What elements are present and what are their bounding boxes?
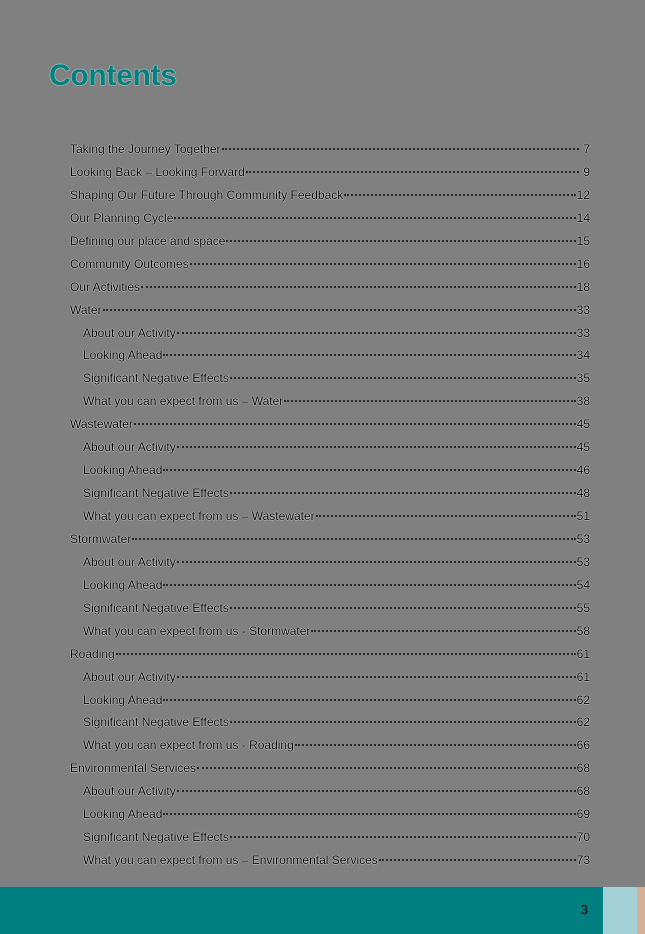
- toc-entry-label: What you can expect from us - Stormwater: [83, 623, 311, 638]
- toc-entry-page: 55: [576, 600, 590, 615]
- page-number: 3: [580, 902, 588, 917]
- toc-entry-page: 54: [576, 577, 590, 592]
- toc-entry-stormwater-negative-effects[interactable]: [70, 597, 590, 620]
- dot-leader: [177, 675, 576, 678]
- dot-leader: [177, 331, 576, 334]
- toc-entry-label: Looking Ahead: [83, 692, 163, 707]
- page-title: Contents: [49, 59, 177, 92]
- toc-entry-wastewater[interactable]: [70, 413, 590, 436]
- toc-entry-roading[interactable]: [70, 643, 590, 666]
- toc-entry-wastewater-about[interactable]: [70, 436, 590, 459]
- dot-leader: [230, 376, 576, 379]
- toc-entry-label: Water: [70, 302, 102, 317]
- toc-entry-label: Taking the Journey Together: [70, 142, 221, 156]
- toc-entry-environmental-expect[interactable]: [70, 849, 590, 872]
- toc-entry-label: Looking Ahead: [83, 577, 163, 592]
- toc-entry-water-looking-ahead[interactable]: [70, 344, 590, 367]
- toc-entry-wastewater-expect[interactable]: [70, 505, 590, 528]
- toc-entry-label: What you can expect from us – Water: [83, 394, 284, 409]
- toc-entry-page: 45: [576, 417, 590, 432]
- toc-entry-label: What you can expect from us – Wastewater: [83, 509, 315, 523]
- dot-leader: [116, 652, 576, 655]
- toc-entry-page: 45: [576, 440, 590, 455]
- dot-leader: [230, 491, 576, 494]
- toc-entry-stormwater-looking-ahead[interactable]: [70, 574, 590, 597]
- dot-leader: [103, 308, 576, 311]
- toc-entry-defining-our-place[interactable]: [70, 230, 590, 253]
- toc-entry-label: About our Activity: [83, 669, 176, 684]
- footer-stripe-tan: [637, 887, 645, 934]
- dot-leader: [230, 835, 576, 838]
- dot-leader: [295, 743, 576, 746]
- toc-entry-page: 35: [576, 371, 590, 386]
- dot-leader: [311, 629, 575, 632]
- toc-entry-label: Significant Negative Effects: [83, 486, 229, 501]
- toc-entry-page: 61: [576, 669, 590, 684]
- dot-leader: [134, 422, 576, 425]
- toc-entry-label: Looking Ahead: [83, 463, 163, 478]
- toc-entry-label: Roading: [70, 646, 115, 661]
- dot-leader: [190, 262, 576, 265]
- toc-entry-label: Shaping Our Future Through Community Feedback: [70, 187, 344, 202]
- dot-leader: [163, 468, 575, 471]
- dot-leader: [344, 193, 575, 196]
- toc-entry-environmental-about[interactable]: [70, 780, 590, 803]
- toc-entry-page: 69: [576, 807, 590, 822]
- toc-entry-community-outcomes[interactable]: [70, 253, 590, 276]
- toc-entry-our-activities[interactable]: [70, 276, 590, 299]
- toc-entry-page: 33: [576, 302, 590, 317]
- toc-entry-water[interactable]: [70, 299, 590, 322]
- toc-entry-our-planning-cycle[interactable]: [70, 207, 590, 230]
- dot-leader: [163, 812, 575, 815]
- toc-entry-taking-the-journey-together[interactable]: [70, 138, 590, 161]
- toc-entry-label: Community Outcomes: [70, 256, 189, 271]
- footer-stripe-light: [603, 887, 637, 934]
- dot-leader: [379, 858, 576, 861]
- toc-entry-label: About our Activity: [83, 784, 176, 799]
- toc-entry-label: Significant Negative Effects: [83, 600, 229, 615]
- dot-leader: [163, 583, 575, 586]
- toc-entry-page: 34: [576, 348, 590, 363]
- toc-entry-page: 46: [576, 463, 590, 478]
- dot-leader: [222, 147, 579, 150]
- toc-entry-roading-about[interactable]: [70, 666, 590, 689]
- toc-entry-roading-looking-ahead[interactable]: [70, 689, 590, 712]
- toc-entry-water-about[interactable]: [70, 322, 590, 345]
- toc-entry-page: 51: [576, 509, 590, 523]
- dot-leader: [316, 514, 576, 517]
- toc-entry-page: 48: [576, 486, 590, 501]
- toc-entry-label: Stormwater: [70, 531, 132, 546]
- toc-entry-wastewater-looking-ahead[interactable]: [70, 459, 590, 482]
- table-of-contents: [70, 138, 590, 872]
- toc-entry-label: About our Activity: [83, 554, 176, 569]
- toc-entry-stormwater-about[interactable]: [70, 551, 590, 574]
- toc-entry-label: Looking Ahead: [83, 807, 163, 822]
- toc-entry-page: 58: [576, 623, 590, 638]
- dot-leader: [163, 698, 575, 701]
- dot-leader: [284, 399, 575, 402]
- dot-leader: [177, 789, 576, 792]
- toc-entry-shaping-our-future[interactable]: [70, 184, 590, 207]
- page-footer: [0, 887, 645, 934]
- toc-entry-page: 53: [576, 554, 590, 569]
- footer-band: [0, 887, 603, 934]
- toc-entry-label: Significant Negative Effects: [83, 371, 229, 386]
- toc-entry-environmental-looking-ahead[interactable]: [70, 803, 590, 826]
- toc-entry-roading-expect[interactable]: [70, 734, 590, 757]
- toc-entry-page: 62: [576, 715, 590, 730]
- toc-entry-water-negative-effects[interactable]: [70, 367, 590, 390]
- toc-entry-roading-negative-effects[interactable]: [70, 711, 590, 734]
- dot-leader: [174, 216, 575, 219]
- toc-entry-page: 7: [583, 142, 590, 156]
- toc-entry-page: 66: [576, 738, 590, 753]
- dot-leader: [141, 285, 576, 288]
- toc-entry-page: 62: [576, 692, 590, 707]
- dot-leader: [226, 239, 575, 242]
- toc-entry-environmental-negative-effects[interactable]: [70, 826, 590, 849]
- toc-entry-label: Our Activities: [70, 279, 141, 294]
- toc-entry-page: 70: [576, 830, 590, 845]
- toc-entry-water-expect[interactable]: [70, 390, 590, 413]
- dot-leader: [230, 720, 576, 723]
- toc-entry-stormwater-expect[interactable]: [70, 620, 590, 643]
- toc-entry-label: Significant Negative Effects: [83, 830, 229, 845]
- toc-entry-label: Wastewater: [70, 417, 133, 432]
- toc-entry-label: Significant Negative Effects: [83, 715, 229, 730]
- toc-entry-wastewater-negative-effects[interactable]: [70, 482, 590, 505]
- toc-entry-page: 15: [576, 233, 590, 248]
- toc-entry-environmental-services[interactable]: [70, 757, 590, 780]
- dot-leader: [246, 170, 579, 173]
- toc-entry-page: 18: [576, 279, 590, 294]
- toc-entry-looking-back-looking-forward[interactable]: [70, 161, 590, 184]
- toc-entry-label: Defining our place and space: [70, 233, 226, 248]
- dot-leader: [177, 560, 576, 563]
- toc-entry-label: About our Activity: [83, 440, 176, 455]
- dot-leader: [177, 445, 576, 448]
- toc-entry-label: Looking Back – Looking Forward: [70, 164, 245, 179]
- toc-entry-page: 12: [576, 187, 590, 202]
- toc-entry-page: 9: [583, 164, 590, 179]
- dot-leader: [230, 606, 576, 609]
- toc-entry-page: 16: [576, 256, 590, 271]
- toc-entry-page: 14: [576, 210, 590, 225]
- toc-entry-label: Looking Ahead: [83, 348, 163, 363]
- toc-entry-label: What you can expect from us - Roading: [83, 738, 294, 753]
- dot-leader: [163, 353, 575, 356]
- toc-entry-page: 68: [576, 761, 590, 776]
- toc-entry-page: 68: [576, 784, 590, 799]
- toc-entry-page: 33: [576, 325, 590, 340]
- dot-leader: [197, 766, 576, 769]
- toc-entry-label: About our Activity: [83, 325, 176, 340]
- toc-entry-page: 38: [576, 394, 590, 409]
- toc-entry-page: 61: [576, 646, 590, 661]
- dot-leader: [132, 537, 575, 540]
- toc-entry-stormwater[interactable]: [70, 528, 590, 551]
- toc-entry-page: 53: [576, 531, 590, 546]
- toc-entry-page: 73: [576, 853, 590, 868]
- toc-entry-label: Environmental Services: [70, 761, 197, 776]
- toc-entry-label: What you can expect from us – Environmental Services: [83, 853, 378, 868]
- toc-entry-label: Our Planning Cycle: [70, 210, 174, 225]
